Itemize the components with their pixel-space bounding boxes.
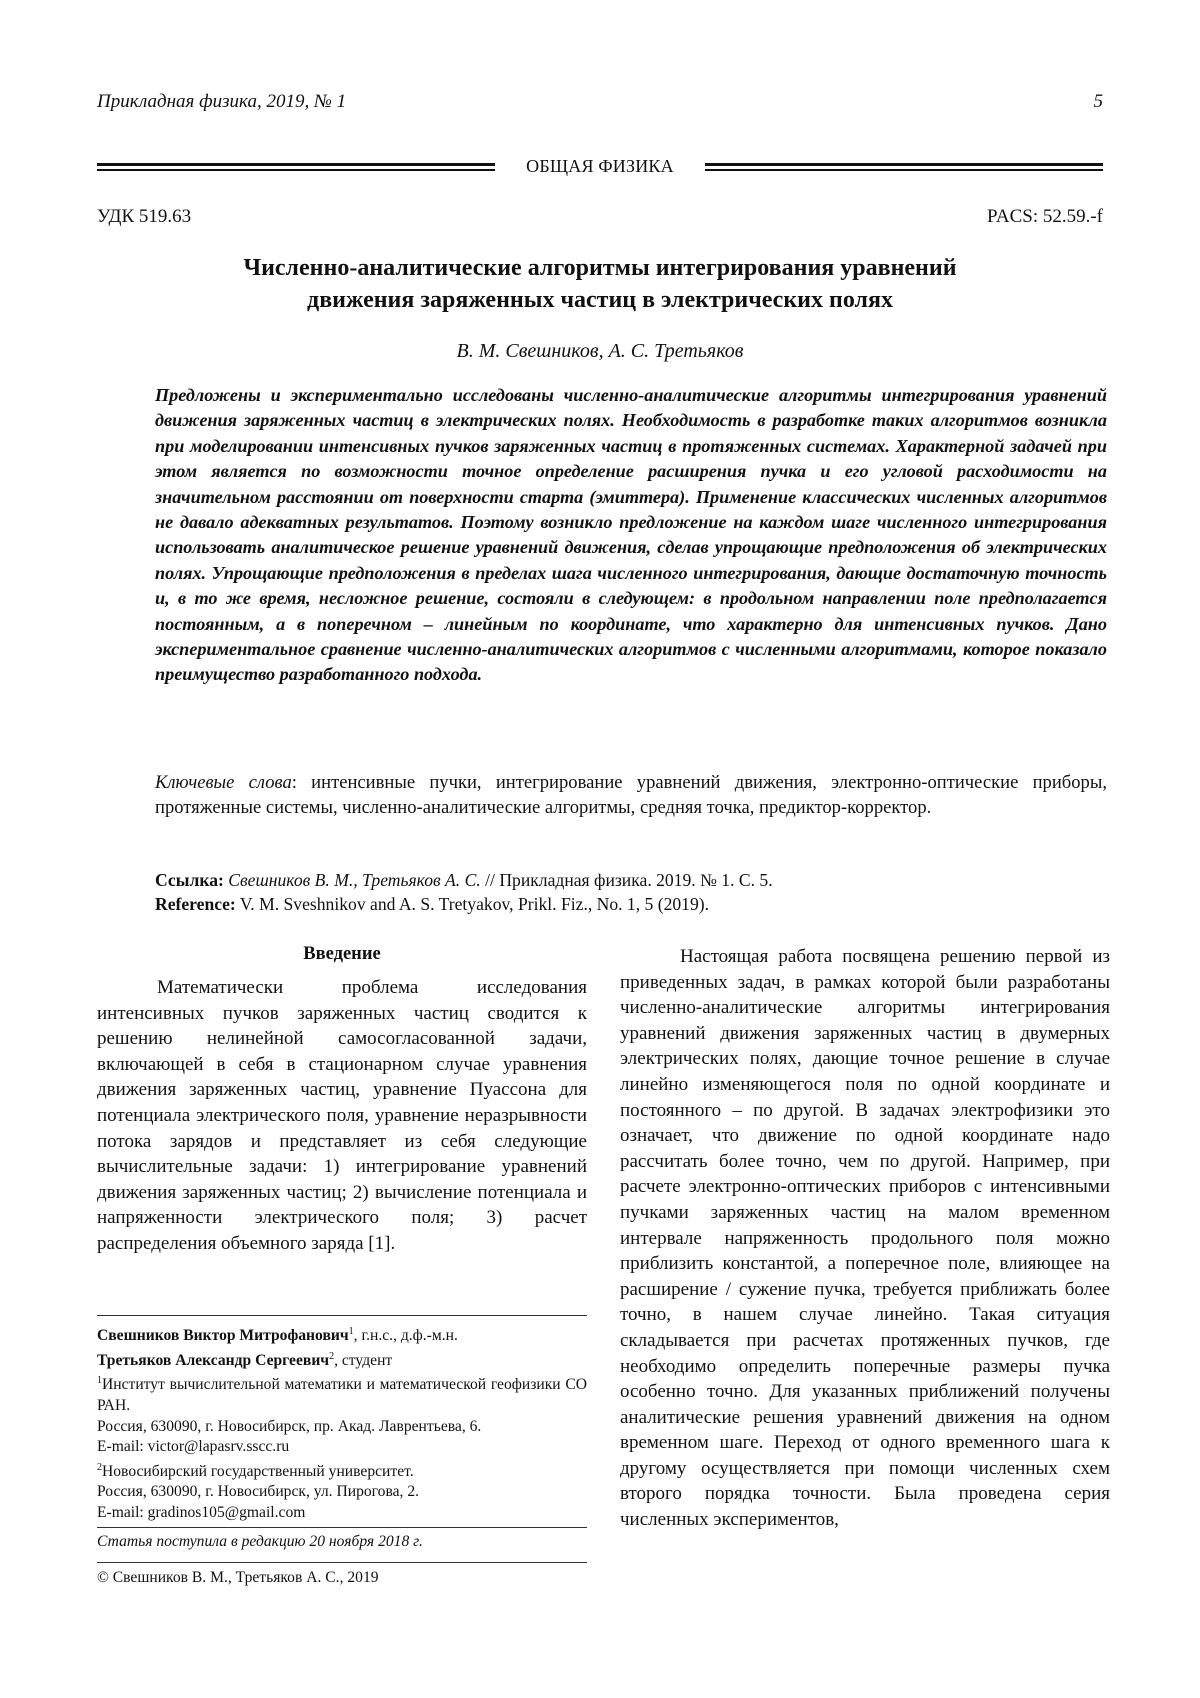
affiliation-2-email: E-mail: gradinos105@gmail.com <box>97 1503 306 1521</box>
udk-code: УДК 519.63 <box>97 206 192 227</box>
citation-ru-authors: Свешников В. М., Третьяков А. С. <box>228 870 481 890</box>
author-1-info: , г.н.с., д.ф.-м.н. <box>353 1327 458 1345</box>
footnote-divider <box>97 1315 587 1316</box>
intro-paragraph-right: Настоящая работа посвящена решению первой из приведенных задач, в рамках которой были разработаны численно-аналитические алгоритмы интегрирования уравнений движения заряженных частиц в двумерных электрических полях, дающие точное решение в случае линейно изменяющегося поля по одной координате и постоянного – по другой. В задачах электрофизики это означает, что движение по одной координате надо рассчитать более точно, чем по другой. Например, при расчете электронно-оптических приборов с интенсивными пучками заряженных частиц на малом временном интервале напряженность продольного поля можно приблизить константой, а поперечное поле, влияющее на расширение / сужение пучка, требуется приближать более точно, в нашем случае линейно. Такая ситуация складывается при расчетах протяженных пучков, где необходимо определить поперечные размеры пучка особенно точно. Для указанных приближений получены аналитические решения уравнений движения на одном временном шаге. Переход от одного временного шага к другому осуществляется при помощи численных схем второго порядка точности. Была проведена серия численных экспериментов, <box>620 946 1110 1531</box>
affiliation-1-address: Россия, 630090, г. Новосибирск, пр. Акад. Лаврентьева, 6. <box>97 1417 482 1435</box>
citation-ru-label: Ссылка: <box>155 870 224 890</box>
citation-en-rest: V. M. Sveshnikov and A. S. Tretyakov, Prikl. Fiz., No. 1, 5 (2019). <box>235 894 710 914</box>
affiliation-1-sup: 1 <box>97 1375 102 1387</box>
author-1-sup: 1 <box>348 1326 354 1337</box>
citation-block <box>155 868 1107 916</box>
author-1-name: Свешников Виктор Митрофанович <box>97 1327 349 1345</box>
intro-heading: Введение <box>303 944 381 964</box>
affiliation-1 <box>97 1371 587 1416</box>
section-rule-right <box>705 163 1103 171</box>
footnote-author-2 <box>97 1347 587 1372</box>
affiliation-2-address: Россия, 630090, г. Новосибирск, ул. Пирогова, 2. <box>97 1483 420 1501</box>
copyright: © Свешников В. М., Третьяков А. С., 2019 <box>97 1569 379 1586</box>
author-2-sup: 2 <box>329 1350 335 1362</box>
affiliation-1-email: E-mail: victor@lapasrv.sscc.ru <box>97 1438 290 1456</box>
column-right <box>620 944 1110 1533</box>
affiliation-2-sup: 2 <box>97 1461 102 1473</box>
title-line-1: Численно-аналитические алгоритмы интегрирования уравнений <box>243 255 957 281</box>
affiliation-2-name: Новосибирский государственный университет. <box>102 1462 414 1480</box>
title-line-2: движения заряженных частиц в электрических полях <box>307 287 893 313</box>
copyright-divider <box>97 1562 587 1563</box>
affiliation-1-name: Институт вычислительной математики и математической геофизики СО РАН. <box>97 1376 587 1415</box>
journal-citation: Прикладная физика, 2019, № 1 <box>97 91 347 112</box>
classification-codes <box>97 206 1103 230</box>
citation-ru <box>155 868 1107 892</box>
received-divider <box>97 1527 587 1528</box>
intro-paragraph-left: Математически проблема исследования интенсивных пучков заряженных частиц сводится к решению нелинейной самосогласованной задачи, включающей в себя в стационарном случае уравнения движения заряженных частиц, уравнение Пуассона для потенциала электрического поля, уравнение неразрывности потока зарядов и представляет из себя следующие вычислительные задачи: 1) интегрирование уравнений движения заряженных частиц; 2) вычисление потенциала и напряженности электрического поля; 3) расчет распределения объемного заряда [1]. <box>97 977 587 1254</box>
author-2-name: Третьяков Александр Сергеевич <box>97 1351 330 1369</box>
footnote-author-1 <box>97 1322 587 1347</box>
keywords <box>155 770 1107 820</box>
page-number: 5 <box>1093 91 1103 112</box>
article-title <box>97 252 1103 316</box>
section-bar <box>97 158 1103 180</box>
abstract: Предложены и экспериментально исследованы численно-аналитические алгоритмы интегрирования уравнений движения заряженных частиц в электрических полях. Необходимость в разработке таких алгоритмов возникла при моделировании интенсивных пучков заряженных частиц в протяженных системах. Характерной задачей при этом является по возможности точное определение расширения пучка и его угловой расходимости на значительном расстоянии от поверхности старта (эмиттера). Применение классических численных алгоритмов не давало адекватных результатов. Поэтому возникло предложение на каждом шаге численного интегрирования использовать аналитическое решение уравнений движения, сделав упрощающие предположения об электрических полях. Упрощающие предположения в пределах шага численного интегрирования, дающие достаточную точность и, в то же время, несложное решение, состояли в следующем: в продольном направлении поле предполагается постоянным, а в поперечном – линейным по координате, что характерно для интенсивных пучков. Дано экспериментальное сравнение численно-аналитических алгоритмов с численными алгоритмами, которое показало преимущество разработанного подхода. <box>155 385 1107 685</box>
citation-en-label: Reference: <box>155 894 236 914</box>
author-2-info: , студент <box>334 1351 393 1369</box>
author-footnotes <box>97 1322 587 1523</box>
citation-ru-rest: // Прикладная физика. 2019. № 1. С. 5. <box>480 870 773 890</box>
running-header <box>97 91 1103 117</box>
citation-en <box>155 892 1107 916</box>
column-left <box>97 944 587 1257</box>
affiliation-2 <box>97 1458 587 1483</box>
pacs-code: PACS: 52.59.-f <box>987 206 1103 227</box>
section-label: ОБЩАЯ ФИЗИКА <box>526 156 674 176</box>
authors: В. М. Свешников, А. С. Третьяков <box>456 340 744 362</box>
received-date: Статья поступила в редакцию 20 ноября 2018 г. <box>97 1533 423 1550</box>
keywords-text: : интенсивные пучки, интегрирование уравнений движения, электронно-оптические приборы, протяженные системы, численно-аналитические алгоритмы, средняя точка, предиктор-корректор. <box>155 772 1107 818</box>
keywords-label: Ключевые слова <box>155 772 292 793</box>
